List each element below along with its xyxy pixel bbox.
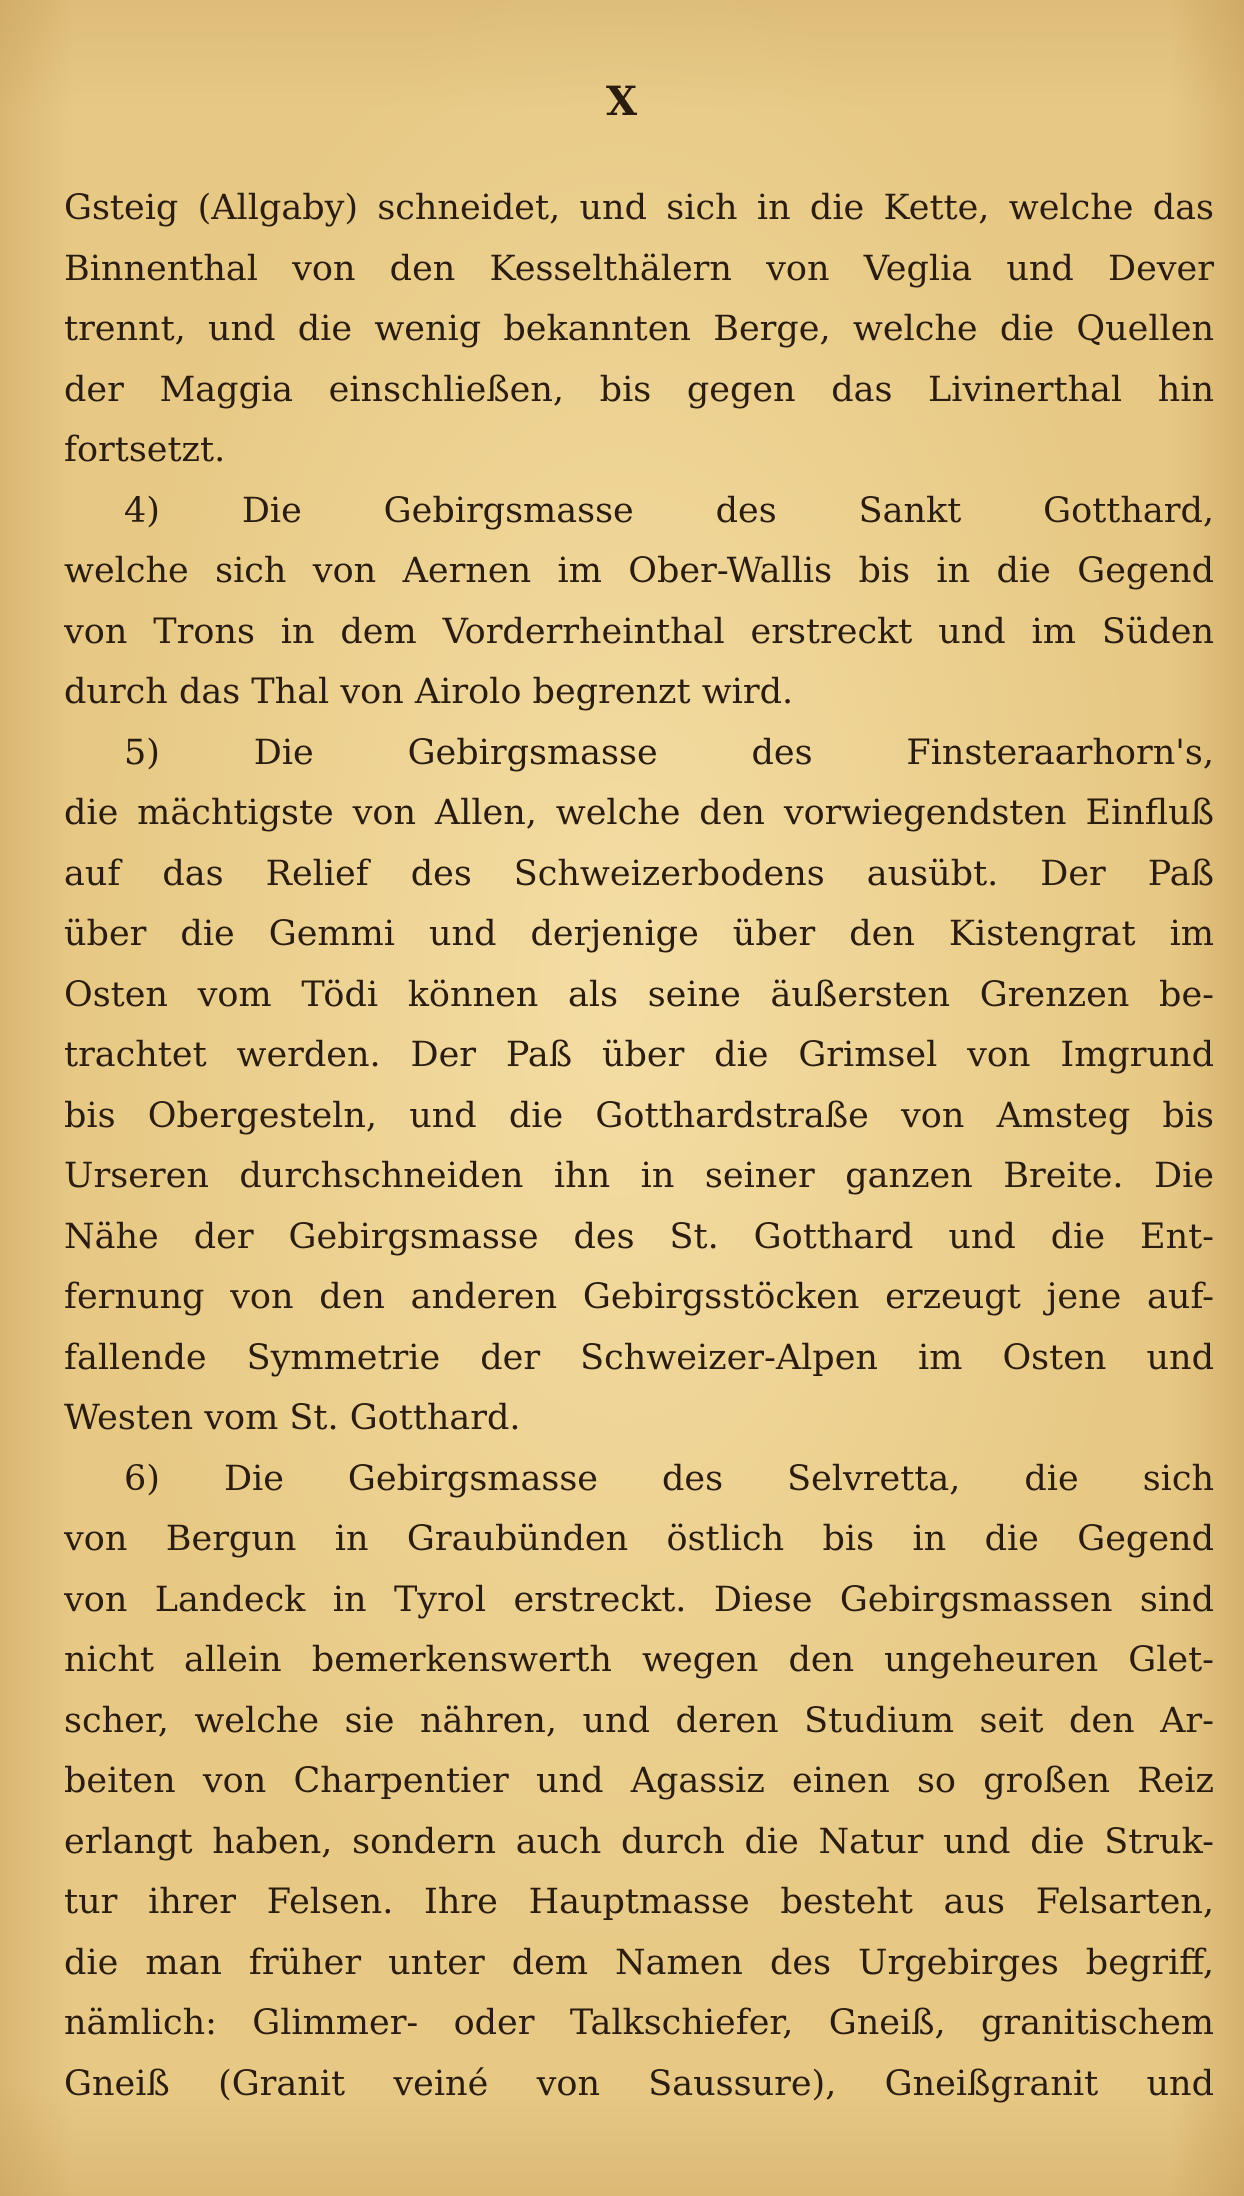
text-line: erlangt haben, sondern auch durch die Natur und die Struk-	[64, 1821, 1214, 1862]
text-line: tur ihrer Felsen. Ihre Hauptmasse besteht aus Felsarten,	[64, 1882, 1214, 1922]
text-line: fernung von den anderen Gebirgsstöcken erzeugt jene auf-	[64, 1277, 1214, 1317]
text-line: Nähe der Gebirgsmasse des St. Gotthard und die Ent-	[64, 1216, 1214, 1257]
text-line: nicht allein bemerkenswerth wegen den ungeheuren Glet-	[64, 1640, 1214, 1680]
text-line: über die Gemmi und derjenige über den Kistengrat im	[64, 914, 1214, 954]
text-line: fallende Symmetrie der Schweizer-Alpen im Osten und	[64, 1337, 1214, 1378]
text-line: von Landeck in Tyrol erstreckt. Diese Gebirgsmassen sind	[64, 1579, 1214, 1620]
text-line: Binnenthal von den Kesselthälern von Veglia und Dever	[64, 248, 1214, 289]
text-line: beiten von Charpentier und Agassiz einen so großen Reiz	[64, 1761, 1214, 1801]
text-line: welche sich von Aernen im Ober-Wallis bis in die Gegend	[64, 551, 1214, 591]
text-line: bis Obergesteln, und die Gotthardstraße von Amsteg bis	[64, 1095, 1214, 1136]
text-line: Osten vom Tödi können als seine äußersten Grenzen be-	[64, 974, 1214, 1015]
text-line: von Bergun in Graubünden östlich bis in die Gegend	[64, 1519, 1214, 1559]
text-line: trachtet werden. Der Paß über die Grimsel von Imgrund	[64, 1035, 1214, 1075]
body-text	[64, 178, 1214, 2114]
page-number: X	[605, 78, 639, 125]
text-line: fortsetzt.	[64, 430, 226, 470]
text-line: 6) Die Gebirgsmasse des Selvretta, die sich	[124, 1458, 1214, 1499]
text-line: trennt, und die wenig bekannten Berge, welche die Quellen	[64, 309, 1214, 349]
text-line: scher, welche sie nähren, und deren Studium seit den Ar-	[64, 1700, 1214, 1741]
text-line: 4) Die Gebirgsmasse des Sankt Gotthard,	[124, 490, 1214, 531]
text-line: Westen vom St. Gotthard.	[64, 1398, 521, 1438]
text-line: die man früher unter dem Namen des Urgebirges begriff,	[64, 1942, 1214, 1983]
text-line: durch das Thal von Airolo begrenzt wird.	[64, 672, 794, 712]
text-line: Gneiß (Granit veiné von Saussure), Gneißgranit und	[64, 2063, 1214, 2104]
text-line: die mächtigste von Allen, welche den vorwiegendsten Einfluß	[64, 793, 1214, 833]
text-line: von Trons in dem Vorderrheinthal erstreckt und im Süden	[64, 611, 1214, 652]
text-line: Gsteig (Allgaby) schneidet, und sich in die Kette, welche das	[64, 188, 1214, 228]
text-line: 5) Die Gebirgsmasse des Finsteraarhorn's,	[124, 732, 1214, 773]
text-line: auf das Relief des Schweizerbodens ausübt. Der Paß	[64, 853, 1214, 894]
text-line: nämlich: Glimmer- oder Talkschiefer, Gneiß, granitischem	[64, 2003, 1214, 2043]
text-line: der Maggia einschließen, bis gegen das Livinerthal hin	[64, 369, 1214, 410]
text-line: Urseren durchschneiden ihn in seiner ganzen Breite. Die	[64, 1156, 1214, 1196]
